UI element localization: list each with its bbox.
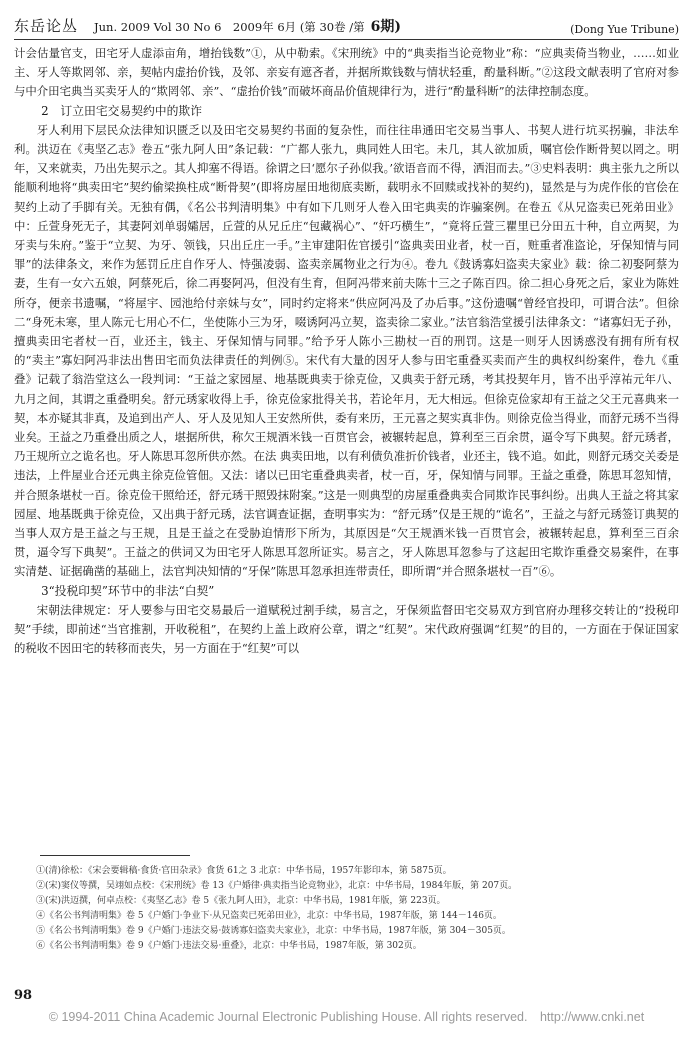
footnote-item: ②(宋)窦仪等撰，吴翊如点校：《宋刑统》卷 13《户婚律·典卖指当论竞物业》，北京：中华书局，1984年版，第 207页。 <box>36 881 518 891</box>
journal-name: 东岳论丛 <box>14 17 79 35</box>
journal-english-name: (Dong Yue Tribune) <box>570 23 679 36</box>
issue-number: 6期) <box>370 19 401 35</box>
article-body <box>14 44 679 659</box>
body-paragraph: 宋朝法律规定：牙人要参与田宅交易最后一道赋税过割手续，易言之，牙保须监督田宅交易双方到官府办理移交转让的“投税印契”手续，即前述“当官推割，开收税租”，在契约上盖上政府公章，谓之“红契”。宋代政府强调“红契”的目的，一方面在于保证国家的税收不因田宅的转移而丧失，另一方面在于“红契”可以 <box>14 602 679 656</box>
footnote-item: ⑤《名公书判清明集》卷 9《户婚门·违法交易·鼓诱寡妇盗卖夫家业》，北京：中华书局，1987年版，第 304－305页。 <box>36 926 511 936</box>
footnote-item: ③(宋)洪迈撰，何卓点校：《夷坚乙志》卷 5《张九阿人田》，北京：中华书局，1981年版，第 223页。 <box>36 896 446 906</box>
running-header <box>14 10 679 40</box>
section-heading: 3“投税印契”环节中的非法“白契” <box>41 583 215 598</box>
footnotes <box>36 864 679 954</box>
footnote-divider <box>40 855 190 856</box>
copyright-watermark: © 1994-2011 China Academic Journal Electronic Publishing House. All rights reserved. http://www.cnki.net <box>48 1010 645 1024</box>
footnote-item: ④《名公书判清明集》卷 5《户婚门·争业下·从兄盗卖已死弟田业》，北京：中华书局，1987年版，第 144－146页。 <box>36 911 502 921</box>
footnote-item: ⑥《名公书判清明集》卷 9《户婚门·违法交易·重叠》，北京：中华书局，1987年版，第 302页。 <box>36 941 422 951</box>
issue-info: Jun. 2009 Vol 30 No 6 2009年 6月 (第 30卷 /第 <box>94 20 365 34</box>
body-paragraph: 牙人利用下层民众法律知识匮乏以及田宅交易契约书面的复杂性，而往往串通田宅交易当事人、书契人进行坑买拐骗，非法牟利。洪迈在《夷坚乙志》卷五“张九阿人田”条记载：“广都人张九，典同姓人田宅。未几，其人欲加质，嘱官侩作断骨契以罔之。明年，又来就卖，乃出先契示之。其人抑塞不得语。徐谓之曰‘愿尔子孙似我。’欲语音而不得，洒泪而去。”③史料表明：典主张九之所以能顺利地将“典卖田宅”契约偷梁换柱成“断骨契”(即将房屋田地彻底卖断，载明永不回赎或找补的契约)，显然是与为虎作伥的官侩在契约上动了手脚有关。无独有偶，《名公书判清明集》中有如下几则牙人卷入田宅典卖的诈骗案例。在卷五《从兄盗卖已死弟田业》中：丘萱身死无子，其妻阿刘单弱孀居，丘萱的从兄丘庄“包藏祸心”、“奸巧横生”，“竟将丘萱三瞿里已分田五十种，自立两契，为牙卖与朱府。”鉴于“立契、为牙、领钱，只出丘庄一手。”主审建阳佐官援引“盗典卖田业者，杖一百，赃重者准盗论，牙保知情与同罪”的法律条文，来作为惩罚丘庄自作牙人、恃强凌弱、盗卖亲属物业之行为④。卷九《鼓诱寡妇盗卖夫家业》载：徐二初娶阿蔡为妻，生有一女六五娘，阿蔡死后，徐二再娶阿冯，但没有生育，但阿冯带来前夫陈十三之子陈百四。徐二担心身死之后，家业为陈姓所夺，便亲书遗嘱，“将屋宇、园池给付亲妹与女”，同时约定将来“供应阿冯及了办后事。”这份遗嘱“曾经官投印，可谓合法”。但徐二“身死未寒，里人陈元七用心不仁，坐使陈小三为牙，啜诱阿冯立契，盗卖徐二家业。”法官翁浩堂援引法律条文：“诸寡妇无子孙，擅典卖田宅者杖一百，业还主，钱主、牙保知情与同罪。”给予牙人陈小三勘杖一百的刑罚。这是一则牙人因诱惑没有拥有所有权的“卖主”寡妇阿冯非法出售田宅而负法律责任的判例⑤。宋代有大量的因牙人参与田宅重叠买卖而产生的典权纠纷案件，卷九《重叠》记载了翁浩堂这么一段判词：“王益之家园屋、地基既典卖于徐克俭，又典卖于舒元琇，考其投契年月，皆不出乎淳祐元年八、九月之间，其谓之重叠明矣。舒元琇家收得上手，徐克俭家批得关书，若论年月，无大相远。但徐克俭家却有王益之父王元喜典来一契，本亦疑其非真，及追到出产人、牙人及见知人王安然所供，委有来历，王元喜之契实真非伪。则徐克俭当得业，而舒元琇不当得业矣。王益之乃重叠出质之人，堪据所供，称欠王规酒米钱一百贯官会，被辗转起息，算利至三百余贯，逼令写下典契。舒元琇者，乃王规所立之诡名也。牙人陈思耳忽所供亦然。在法 典卖田地，以有利债负准折价钱者，业还主，钱不追。如此，则舒元琇交关委是违法，上件屋业合还元典主徐克俭管佃。又法：诸以已田宅重叠典卖者，杖一百，牙，保知情与同罪。王益之重叠，陈思耳忽知情，并合照条堪杖一百。徐克俭干照给还，舒元琇干照毁抹附案。”这是一则典型的房屋重叠典卖合同欺诈民事纠纷。出典人王益之将其家园屋、地基既典于徐克俭，又出典于舒元琇，法官调查证据，查明事实为：“舒元琇”仅是王规的“诡名”，王益之与舒元琇签订典契的当事人双方是王益之与王规，且是王益之在受胁迫情形下所为，其原因是“欠王规酒米钱一百贯官会，被辗转起息，算利至三百余贯，逼令写下典契”。王益之的供词又为田宅牙人陈思耳忽所证实。易言之，牙人陈思耳忽参与了这起田宅欺诈重叠交易案件，在事实清楚、证据确凿的基础上，法官判决知情的“牙保”陈思耳忽承担连带责任，即所谓“并合照条堪杖一百”⑥。 <box>14 122 679 579</box>
page-number: 98 <box>14 988 33 1003</box>
header-left <box>14 15 401 36</box>
footnote-item: ①(清)徐松：《宋会要辑稿·食货·官田杂录》食货 61之 3 北京：中华书局，1957年影印本，第 5875页。 <box>36 866 452 876</box>
section-heading: 2 订立田宅交易契约中的欺诈 <box>41 103 202 118</box>
body-paragraph: 计会估量官支，田宅牙人虚添亩角，增抬钱数”①，从中勒索。《宋刑统》中的“典卖指当论竞物业”称：“应典卖倚当物业，……如业主、牙人等欺罔邻、亲，契帖内虚抬价钱，及邻、亲妄有遮吝者，并据所欺钱数与情状轻重，酌量科断。”②这段文献表明了官府对参与中介田宅典当买卖牙人的“欺罔邻、亲”、“虚抬价钱”而破坏商品价值规律行为，进行“酌量科断”的法律控制态度。 <box>14 46 679 99</box>
